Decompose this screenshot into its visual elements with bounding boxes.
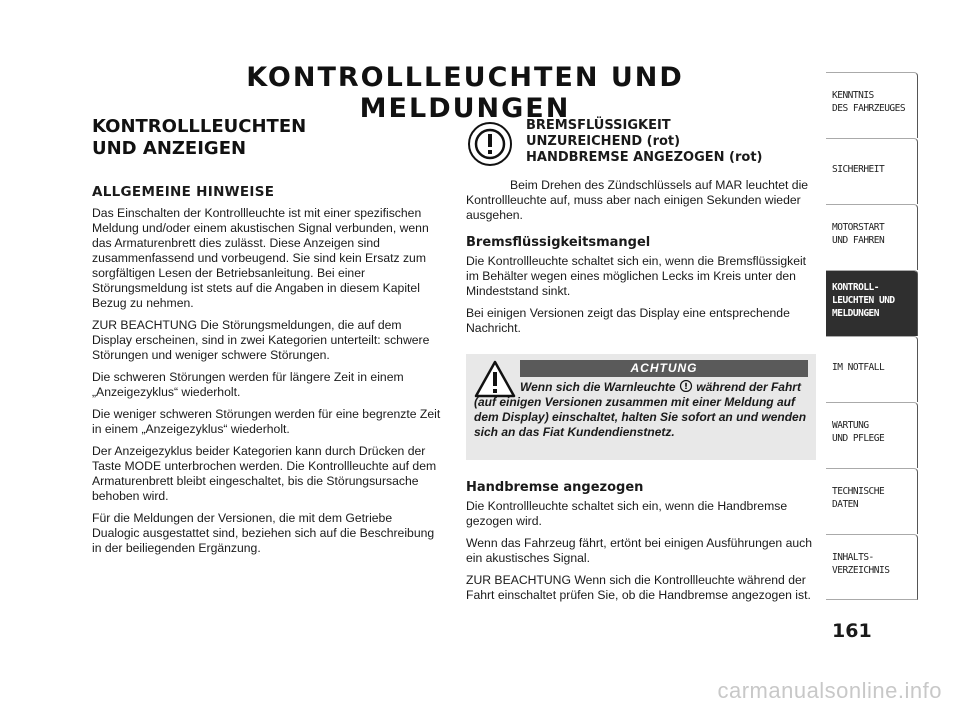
nav-tab-label: KENNTNIS — [832, 90, 874, 101]
chapter-nav — [826, 72, 918, 600]
nav-tab-notfall[interactable] — [826, 336, 918, 402]
nav-tab-label: TECHNISCHE — [832, 486, 885, 497]
general-notes-heading: ALLGEMEINE HINWEISE — [92, 184, 275, 200]
nav-tab-label: LEUCHTEN UND — [832, 295, 895, 306]
nav-tab-label: MELDUNGEN — [832, 308, 879, 319]
paragraph: ZUR BEACHTUNG Die Störungsmeldungen, die auf dem Display erscheinen, sind in zwei Kategorien unterteilt: schwere Störungen und weniger schwere Störungen. — [92, 318, 430, 362]
nav-tab-label: UND PFLEGE — [832, 433, 885, 444]
paragraph: Für die Meldungen der Versionen, die mit dem Getriebe Dualogic ausgestattet sind, beziehen sich auf die Beschreibung in der beiliegenden Ergänzung. — [92, 511, 435, 555]
nav-tab-label: DES FAHRZEUGES — [832, 103, 906, 114]
brake-intro: Beim Drehen des Zündschlüssels auf MAR leuchtet die Kontrollleuchte auf, muss aber nach einigen Sekunden wieder ausgehen. — [466, 178, 809, 222]
brake-heading-line2: UNZUREICHEND (rot) — [526, 134, 681, 149]
nav-tab-inhaltsverzeichnis[interactable] — [826, 534, 918, 600]
right-column — [466, 118, 816, 610]
brake-heading-line3: HANDBREMSE ANGEZOGEN (rot) — [526, 150, 763, 165]
brake-heading-line1: BREMSFLÜSSIGKEIT — [526, 118, 671, 133]
nav-tab-label: UND FAHREN — [832, 235, 885, 246]
nav-tab-sicherheit[interactable] — [826, 138, 918, 204]
section-title-line1: KONTROLLLEUCHTEN — [92, 116, 307, 137]
paragraph: Die weniger schweren Störungen werden für eine begrenzte Zeit in einem „Anzeigezyklus“ wiederholt. — [92, 407, 441, 436]
brake-fluid-paragraph: Bei einigen Versionen zeigt das Display eine entsprechende Nachricht. — [466, 306, 790, 335]
nav-tab-label: VERZEICHNIS — [832, 565, 890, 576]
nav-tab-label: SICHERHEIT — [832, 164, 885, 175]
paragraph: Das Einschalten der Kontrollleuchte ist mit einer spezifischen Meldung und/oder einem akustischen Signal verbunden, wenn das Armaturenbrett dies zulässt. Diese Anzeigen sind zusammenfassend und vorbeugend. Sie sind kein Ersatz zum sorgfältigen Lesen der Betriebsanleitung. Bei einer Störungsmeldung ist stets auf die Angaben in diesem Kapitel Bezug zu nehmen. — [92, 206, 429, 310]
brake-fluid-title: Bremsflüssigkeitsmangel — [466, 235, 651, 250]
page-title: KONTROLLLEUCHTEN UND MELDUNGEN — [246, 62, 684, 124]
nav-tab-label: INHALTS- — [832, 552, 874, 563]
warning-text-b: während der Fahrt (auf einigen Versionen zusammen mit einer Meldung auf dem Display) einschaltet, halten Sie sofort an und wenden sich an das Fiat Kundendienstnetz. — [474, 380, 807, 439]
nav-tab-motorstart[interactable] — [826, 204, 918, 270]
page-number: 161 — [832, 620, 872, 642]
paragraph: Der Anzeigezyklus beider Kategorien kann durch Drücken der Taste MODE unterbrochen werden. Die Kontrollleuchte auf dem Armaturenbrett bleibt eingeschaltet, bis die Störungsursache behoben wird. — [92, 444, 437, 503]
nav-tab-label: IM NOTFALL — [832, 362, 885, 373]
brake-heading — [526, 118, 826, 166]
handbrake-paragraph: Wenn das Fahrzeug fährt, ertönt bei einigen Ausführungen auch ein akustisches Signal. — [466, 536, 812, 565]
nav-tab-label: MOTORSTART — [832, 222, 885, 233]
nav-tab-label: WARTUNG — [832, 420, 869, 431]
section-title — [92, 116, 442, 160]
nav-tab-technische-daten[interactable] — [826, 468, 918, 534]
brake-warning-header — [466, 118, 816, 178]
warning-text-a: Wenn sich die Warnleuchte — [520, 380, 676, 394]
brake-warning-inline-icon — [679, 380, 693, 392]
nav-tab-kenntnis[interactable] — [826, 72, 918, 138]
handbrake-paragraph: ZUR BEACHTUNG Wenn sich die Kontrollleuchte während der Fahrt einschaltet prüfen Sie, ob die Handbremse angezogen ist. — [466, 573, 811, 602]
warning-box — [466, 354, 816, 460]
nav-tab-label: KONTROLL- — [832, 282, 879, 293]
nav-tab-wartung[interactable] — [826, 402, 918, 468]
handbrake-paragraph: Die Kontrollleuchte schaltet sich ein, wenn die Handbremse gezogen wird. — [466, 499, 788, 528]
handbrake-title: Handbremse angezogen — [466, 480, 644, 495]
left-column — [92, 116, 442, 563]
paragraph: Die schweren Störungen werden für längere Zeit in einem „Anzeigezyklus“ wiederholt. — [92, 370, 404, 399]
brake-warning-icon — [466, 120, 514, 168]
nav-tab-label: DATEN — [832, 499, 859, 510]
warning-label: ACHTUNG — [520, 360, 808, 377]
section-title-line2: UND ANZEIGEN — [92, 138, 247, 159]
watermark: carmanualsonline.info — [717, 678, 942, 703]
warning-text — [474, 380, 810, 440]
nav-tab-kontrollleuchten[interactable] — [826, 270, 918, 336]
brake-fluid-paragraph: Die Kontrollleuchte schaltet sich ein, wenn die Bremsflüssigkeit im Behälter wegen eines möglichen Lecks im Kreis unter den Mindeststand sinkt. — [466, 254, 807, 298]
